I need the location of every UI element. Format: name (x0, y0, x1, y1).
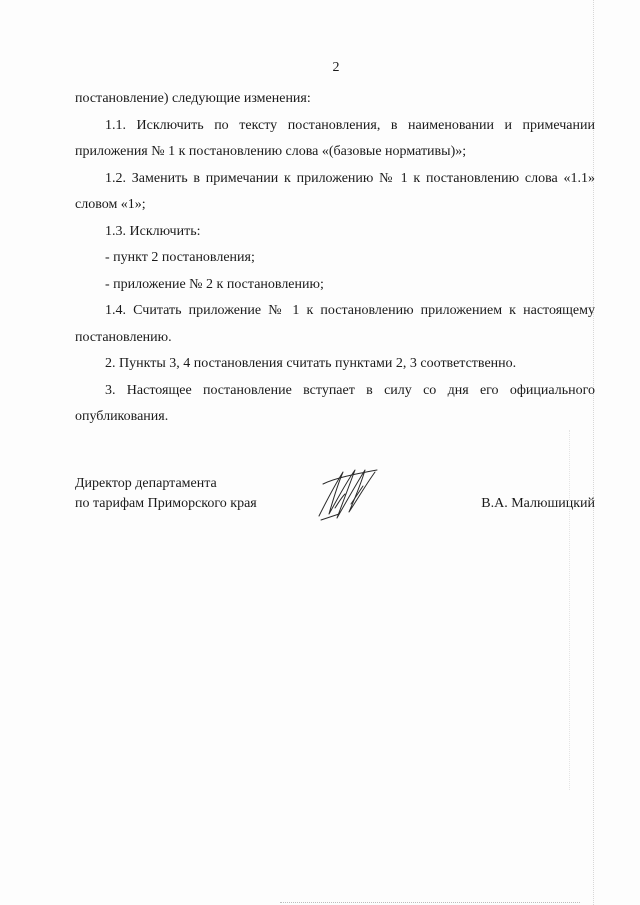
paragraph: 1.3. Исключить: (105, 223, 201, 239)
paragraph: 3. Настоящее постановление вступает в силу со дня его официального опубликования. (75, 382, 595, 424)
paragraph: 1.1. Исключить по тексту постановления, в наименовании и примечании приложения № 1 к постановлению слова «(базовые нормативы)»; (75, 117, 595, 159)
scan-noise-artifact (280, 900, 580, 903)
paragraph: 1.2. Заменить в примечании к приложению № 1 к постановлению слова «1.1» словом «1»; (75, 170, 595, 212)
paragraph: 2. Пункты 3, 4 постановления считать пунктами 2, 3 соответственно. (105, 356, 517, 371)
signatory-position-line: по тарифам Приморского края (75, 496, 257, 511)
paragraph: - пункт 2 постановления; (105, 250, 255, 265)
signatory-position-line: Директор департамента (75, 476, 217, 491)
signatory-name: В.А. Малюшицкий (481, 496, 595, 511)
document-body (75, 86, 595, 431)
signatory-position (75, 474, 257, 514)
signature-block (75, 474, 595, 534)
page-number: 2 (332, 60, 340, 75)
paragraph: постановление) следующие изменения: (75, 91, 311, 106)
handwritten-signature (315, 464, 383, 526)
paragraph: 1.4. Считать приложение № 1 к постановлению приложением к настоящему постановлению. (75, 303, 595, 345)
paragraph: - приложение № 2 к постановлению; (105, 276, 324, 292)
